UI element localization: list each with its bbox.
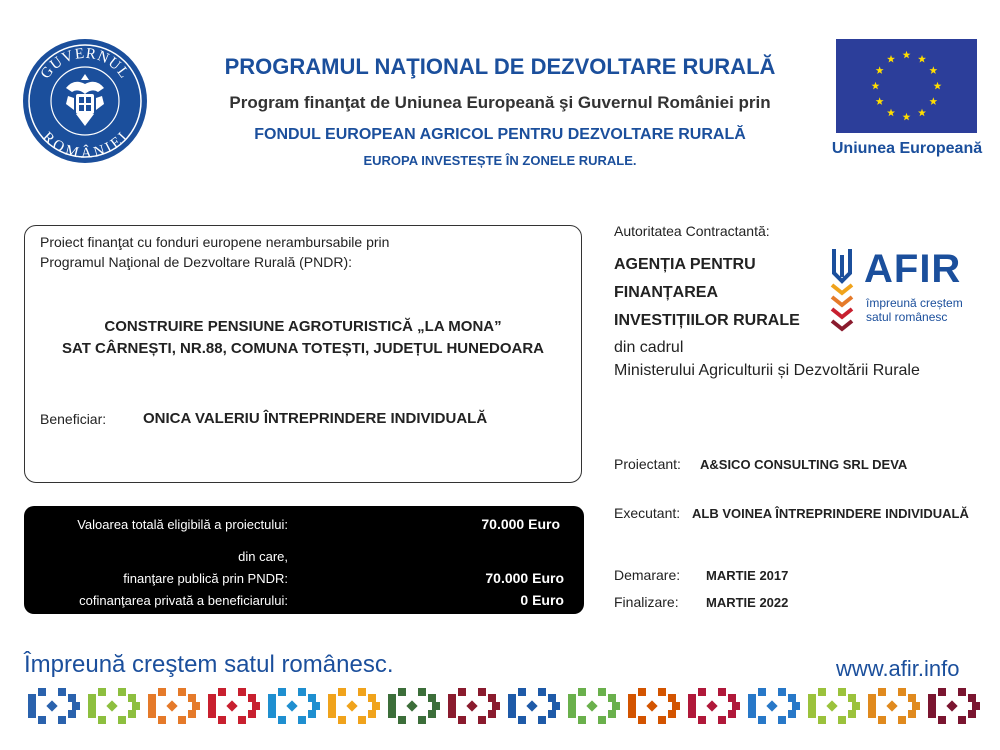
total-value-label: Valoarea totală eligibilă a proiectului:: [77, 517, 288, 532]
eu-star-icon: [872, 82, 880, 90]
pattern-motif-icon: [688, 688, 740, 724]
fund-name: FONDUL EUROPEAN AGRICOL PENTRU DEZVOLTARE RURALĂ: [254, 126, 746, 143]
eu-star-icon: [918, 109, 926, 117]
designer-label: Proiectant:: [614, 456, 681, 472]
contractor-value: ALB VOINEA ÎNTREPRINDERE INDIVIDUALĂ: [692, 506, 969, 521]
eu-star-icon: [876, 66, 884, 74]
authority-label: Autoritatea Contractantă:: [614, 223, 770, 239]
eu-star-icon: [918, 55, 926, 63]
afir-logo: [828, 243, 978, 335]
financing-box: [24, 506, 584, 614]
designer-value: A&SICO CONSULTING SRL DEVA: [700, 457, 908, 472]
eu-star-icon: [887, 55, 895, 63]
pattern-motif-icon: [88, 688, 140, 724]
folk-pattern-border: [22, 686, 982, 726]
beneficiary-label: Beneficiar:: [40, 411, 107, 427]
public-funding-value: 70.000 Euro: [485, 570, 564, 586]
agency-line2: FINANȚAREA: [614, 284, 718, 301]
total-value: 70.000 Euro: [481, 516, 560, 532]
ministry-name: Ministerului Agriculturii și Dezvoltării Rurale: [614, 362, 920, 379]
afir-slogan-line2: satul românesc: [866, 310, 948, 324]
within-label: din cadrul: [614, 339, 684, 356]
afir-name: AFIR: [864, 247, 962, 291]
start-value: MARTIE 2017: [706, 568, 789, 583]
end-value: MARTIE 2022: [706, 595, 789, 610]
of-which-label: din care,: [238, 549, 288, 564]
contractor-label: Executant:: [614, 505, 681, 521]
pattern-motif-icon: [208, 688, 260, 724]
eu-star-icon: [903, 51, 911, 59]
pattern-motif-icon: [28, 688, 80, 724]
pattern-motif-icon: [508, 688, 560, 724]
pattern-motif-icon: [748, 688, 800, 724]
pattern-motif-icon: [328, 688, 380, 724]
eu-star-icon: [929, 97, 937, 105]
pattern-motif-icon: [268, 688, 320, 724]
gov-logo-text-top: GUVERNUL: [37, 45, 133, 82]
project-title-line1: CONSTRUIRE PENSIUNE AGROTURISTICĂ „LA MONA”: [104, 318, 502, 335]
eu-star-icon: [887, 109, 895, 117]
project-box: [24, 225, 582, 483]
public-funding-label: finanţare publică prin PNDR:: [123, 571, 288, 586]
eu-star-icon: [929, 66, 937, 74]
pattern-motif-icon: [628, 688, 680, 724]
agency-line1: AGENȚIA PENTRU: [614, 256, 756, 273]
private-funding-value: 0 Euro: [520, 592, 564, 608]
pattern-motif-icon: [928, 688, 980, 724]
afir-emblem-icon: [828, 245, 856, 333]
government-logo: [22, 38, 148, 164]
project-intro-line2: Programul Naţional de Dezvoltare Rurală (PNDR):: [40, 254, 353, 270]
footer-url[interactable]: www.afir.info: [836, 656, 960, 681]
eu-stars-icon: [836, 39, 977, 133]
gov-logo-text-bottom: ROMÂNIEI: [38, 129, 132, 162]
eu-star-icon: [934, 82, 942, 90]
eu-star-icon: [876, 97, 884, 105]
page-subtitle: Program finanţat de Uniunea Europeană şi Guvernul României prin: [229, 93, 771, 112]
tagline: EUROPA INVESTEȘTE ÎN ZONELE RURALE.: [363, 153, 637, 168]
agency-line3: INVESTIȚIILOR RURALE: [614, 312, 800, 329]
pattern-motif-icon: [388, 688, 440, 724]
pattern-motif-icon: [448, 688, 500, 724]
pattern-motif-icon: [568, 688, 620, 724]
private-funding-label: cofinanţarea privată a beneficiarului:: [79, 593, 288, 608]
start-label: Demarare:: [614, 567, 681, 583]
end-label: Finalizare:: [614, 594, 679, 610]
project-intro-line1: Proiect finanţat cu fonduri europene nerambursabile prin: [40, 234, 390, 250]
afir-slogan-line1: împreună creștem: [866, 296, 963, 310]
beneficiary-value: ONICA VALERIU ÎNTREPRINDERE INDIVIDUALĂ: [143, 410, 488, 427]
project-title-line2: SAT CÂRNEȘTI, NR.88, COMUNA TOTEȘTI, JUDEȚUL HUNEDOARA: [62, 340, 544, 357]
pattern-motif-icon: [148, 688, 200, 724]
pattern-motif-icon: [868, 688, 920, 724]
eu-star-icon: [903, 113, 911, 121]
footer-slogan: Împreună creştem satul românesc.: [24, 651, 394, 678]
pattern-motif-icon: [808, 688, 860, 724]
eu-caption: Uniunea Europeană: [831, 140, 983, 157]
eu-flag: [836, 39, 977, 133]
page-title: PROGRAMUL NAŢIONAL DE DEZVOLTARE RURALĂ: [224, 54, 776, 79]
